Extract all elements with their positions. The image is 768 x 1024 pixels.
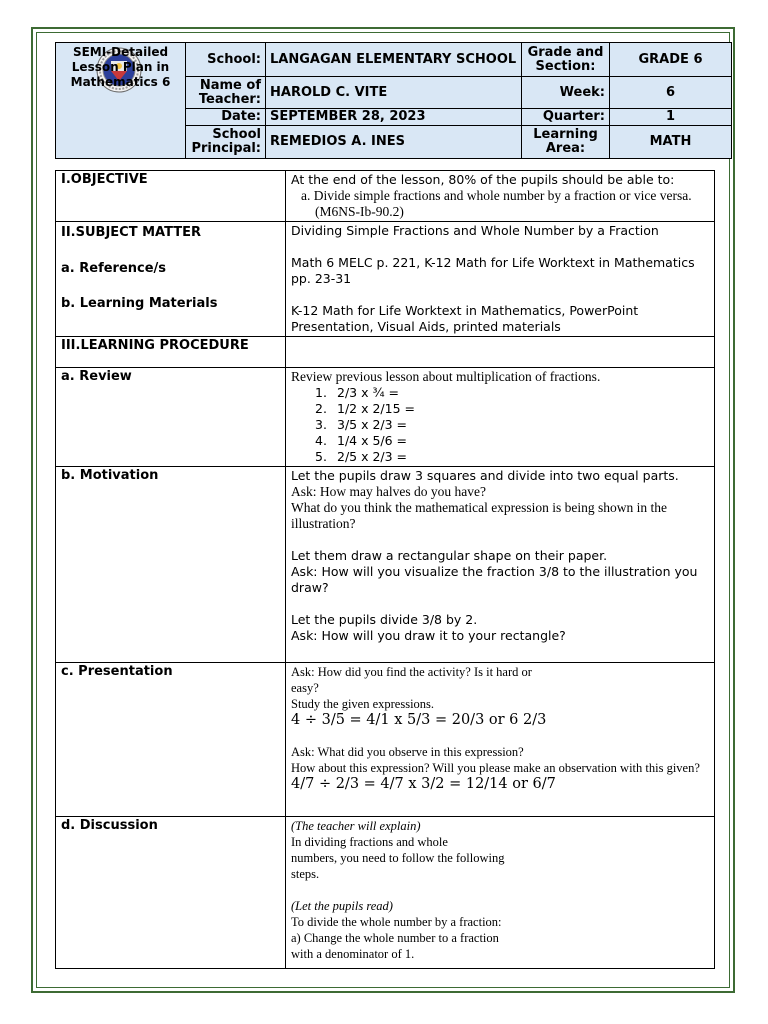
subject-heading: II.SUBJECT MATTER	[61, 225, 202, 240]
presentation-line-1: Ask: How did you find the activity? Is it hard or	[291, 665, 532, 679]
review-heading: a. Review	[56, 368, 286, 467]
discussion-line-4: steps.	[291, 867, 320, 881]
motivation-line-6: Let the pupils divide 3/8 by 2.	[291, 612, 478, 627]
motivation-line-7: Ask: How will you draw it to your rectangle?	[291, 628, 566, 643]
review-item-2: 2. 1/2 x 2/15 =	[315, 401, 415, 416]
subject-materials: K-12 Math for Life Worktext in Mathematics, PowerPoint Presentation, Visual Aids, printed materials	[291, 303, 639, 334]
discussion-line-1: (The teacher will explain)	[291, 819, 421, 833]
discussion-line-8: with a denominator of 1.	[291, 947, 415, 961]
teacher-value: HAROLD C. VITE	[266, 77, 522, 109]
subject-matter-row	[56, 222, 715, 337]
grade-value: GRADE 6	[610, 43, 732, 77]
discussion-line-2: In dividing fractions and whole	[291, 835, 448, 849]
school-value: LANGAGAN ELEMENTARY SCHOOL	[266, 43, 522, 77]
review-item-3: 3. 3/5 x 2/3 =	[315, 417, 408, 432]
quarter-label: Quarter:	[522, 109, 610, 126]
review-intro: Review previous lesson about multiplication of fractions.	[291, 369, 601, 384]
objective-intro: At the end of the lesson, 80% of the pupils should be able to:	[291, 172, 675, 187]
motivation-line-1: Let the pupils draw 3 squares and divide into two equal parts.	[291, 468, 679, 483]
header-table	[55, 42, 732, 159]
presentation-expression-2: 4/7 ÷ 2/3 = 4/7 x 3/2 = 12/14 or 6/7	[291, 776, 556, 792]
grade-label: Grade and Section:	[522, 43, 610, 77]
school-label: School:	[186, 43, 266, 77]
week-value: 6	[610, 77, 732, 109]
teacher-label: Name of Teacher:	[186, 77, 266, 109]
discussion-row	[56, 817, 715, 969]
presentation-line-2: easy?	[291, 681, 319, 695]
date-value: SEPTEMBER 28, 2023	[266, 109, 522, 126]
motivation-row	[56, 467, 715, 663]
review-item-5: 5. 2/5 x 2/3 =	[315, 449, 408, 464]
presentation-heading: c. Presentation	[56, 663, 286, 817]
discussion-line-3: numbers, you need to follow the following	[291, 851, 505, 865]
lesson-plan-title	[56, 43, 186, 159]
motivation-line-2: Ask: How may halves do you have?	[291, 484, 486, 499]
motivation-line-4: Let them draw a rectangular shape on their paper.	[291, 548, 608, 563]
materials-heading: b. Learning Materials	[61, 296, 218, 311]
subject-reference: Math 6 MELC p. 221, K-12 Math for Life Worktext in Mathematics pp. 23-31	[291, 255, 695, 286]
quarter-value: 1	[610, 109, 732, 126]
objective-row	[56, 171, 715, 222]
presentation-line-3: Study the given expressions.	[291, 697, 435, 711]
title-line-3: Mathematics 6	[70, 75, 171, 89]
discussion-line-7: a) Change the whole number to a fraction	[291, 931, 499, 945]
presentation-line-6: How about this expression? Will you please make an observation with this given?	[291, 761, 700, 775]
presentation-line-5: Ask: What did you observe in this expression?	[291, 745, 524, 759]
date-label: Date:	[186, 109, 266, 126]
motivation-line-3: What do you think the mathematical expression is being shown in the illustration?	[291, 500, 668, 531]
objective-heading: I.OBJECTIVE	[56, 171, 286, 222]
reference-heading: a. Reference/s	[61, 261, 167, 276]
discussion-line-6: To divide the whole number by a fraction:	[291, 915, 502, 929]
procedure-heading: III.LEARNING PROCEDURE	[56, 337, 286, 368]
discussion-line-5: (Let the pupils read)	[291, 899, 393, 913]
objective-item: a. Divide simple fractions and whole number by a fraction or vice versa. (M6NS-Ib-90.2)	[301, 188, 692, 219]
presentation-row	[56, 663, 715, 817]
motivation-line-5: Ask: How will you visualize the fraction 3/8 to the illustration you draw?	[291, 564, 698, 595]
title-line-1: SEMI-Detailed	[72, 45, 169, 59]
review-row	[56, 368, 715, 467]
review-item-1: 1. 2/3 x ¾ =	[315, 385, 400, 400]
motivation-heading: b. Motivation	[56, 467, 286, 663]
principal-label: School Principal:	[186, 126, 266, 159]
presentation-expression-1: 4 ÷ 3/5 = 4/1 x 5/3 = 20/3 or 6 2/3	[291, 712, 547, 728]
week-label: Week:	[522, 77, 610, 109]
principal-value: REMEDIOS A. INES	[266, 126, 522, 159]
procedure-row	[56, 337, 715, 368]
area-label: Learning Area:	[522, 126, 610, 159]
lesson-table	[55, 170, 715, 969]
title-line-2: Lesson Plan in	[71, 60, 170, 74]
review-item-4: 4. 1/4 x 5/6 =	[315, 433, 408, 448]
subject-topic: Dividing Simple Fractions and Whole Number by a Fraction	[291, 223, 659, 238]
area-value: MATH	[610, 126, 732, 159]
discussion-heading: d. Discussion	[56, 817, 286, 969]
